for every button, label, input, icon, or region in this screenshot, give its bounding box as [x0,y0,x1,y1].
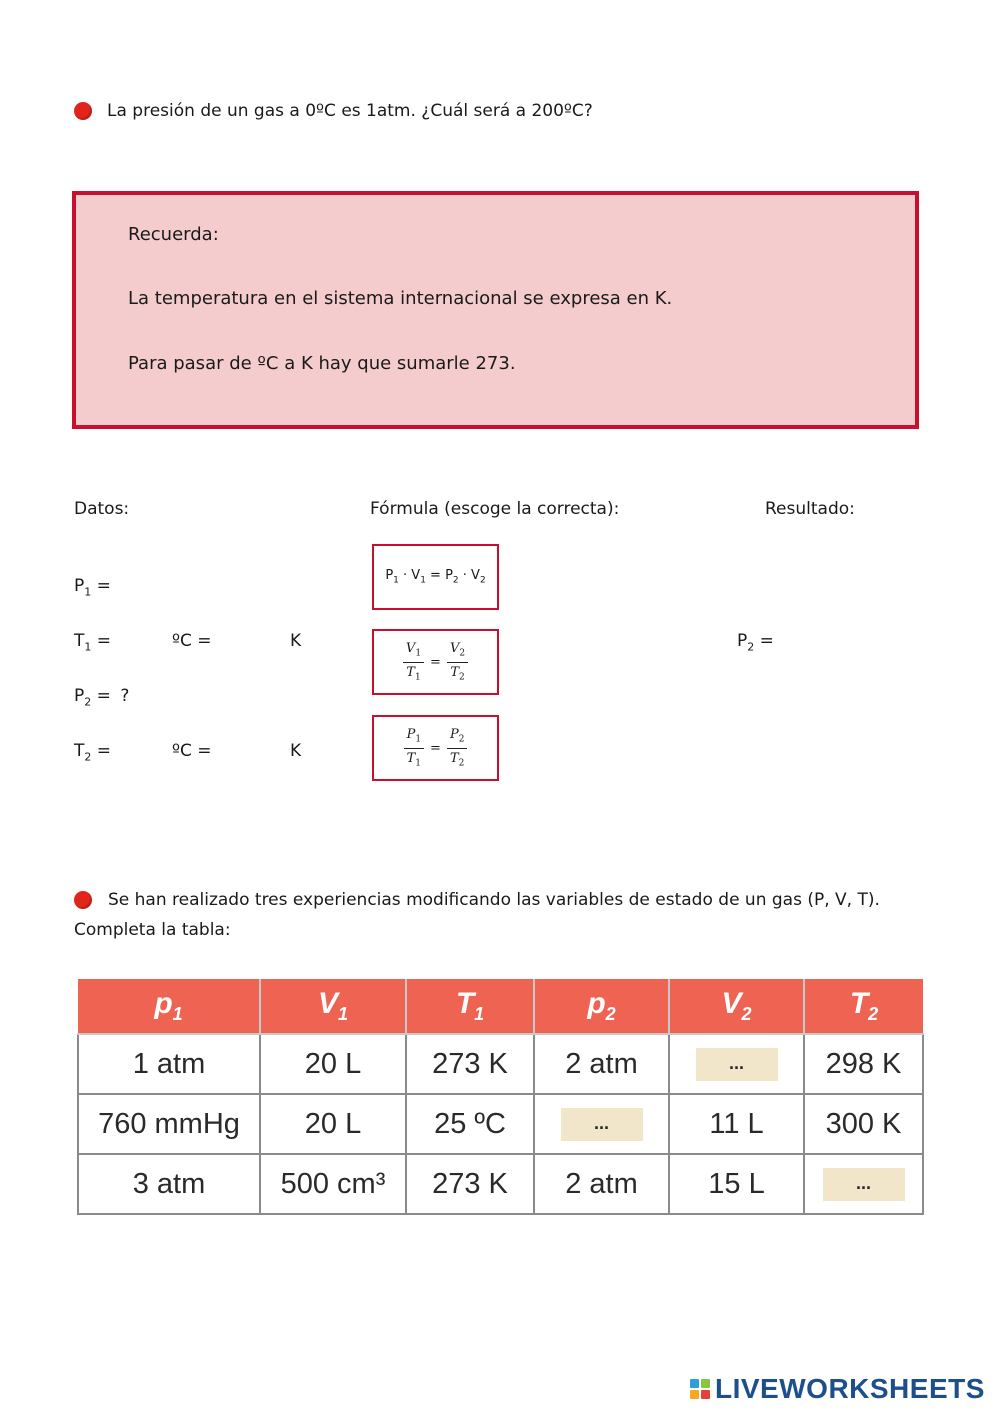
reminder-line-1: La temperatura en el sistema internacional se expresa en K. [128,288,673,309]
answer-blank-p2[interactable]: ... [561,1108,643,1141]
formula-option-boyle[interactable] [372,544,499,610]
table-cell: 20 L [260,1094,406,1154]
table-header-row [78,979,923,1034]
answer-blank-t2[interactable]: ... [823,1168,905,1201]
table-cell: 300 K [804,1094,923,1154]
table-cell-blank [804,1154,923,1214]
table-cell: 15 L [669,1154,804,1214]
p1-data-label: $P_1$ = [74,576,111,599]
red-bullet-icon [74,891,92,909]
liveworksheets-brand-text: LIVEWORKSHEETS [715,1373,985,1404]
charles-left-fraction: $\frac{V_1}{T_1}$ [403,642,424,682]
t2-data-label: $T_2$ = [74,741,112,764]
table-cell-blank [669,1034,804,1094]
red-bullet-icon [74,102,92,120]
question-2-line-1: Se han realizado tres experiencias modificando las variables de estado de un gas (P, V, T). [108,890,880,910]
t1-celsius-label: ºC = [172,631,212,651]
t2-kelvin-label: K [290,741,302,761]
gay-lussac-right-fraction: $\frac{P_2}{T_2}$ [447,728,467,768]
table-cell: 1 atm [78,1034,260,1094]
table-cell: 3 atm [78,1154,260,1214]
table-cell: 273 K [406,1034,534,1094]
header-p1: $p_1$ [78,979,260,1034]
reminder-title: Recuerda: [128,224,219,245]
p2-data-label: $P_2$ = ? [74,686,130,709]
question-2-line-2: Completa la tabla: [74,920,231,940]
t2-celsius-label: ºC = [172,741,212,761]
table-cell-blank [534,1094,669,1154]
table-cell: 25 ºC [406,1094,534,1154]
table-row [78,1154,923,1214]
boyle-formula: $P_1 \cdot V_1 = P_2 \cdot V_2$ [385,568,486,586]
formula-option-gay-lussac[interactable]: $\frac{P_1}{T_1}$ = $\frac{P_2}{T_2}$ [372,715,499,781]
header-p2: $p_2$ [534,979,669,1034]
header-t2: $T_2$ [804,979,923,1034]
result-p2-label: $P_2$ = [737,631,774,654]
charles-right-fraction: $\frac{V_2}{T_2}$ [447,642,468,682]
gay-lussac-left-fraction: $\frac{P_1}{T_1}$ [404,728,424,768]
table-row [78,1094,923,1154]
table-cell: 298 K [804,1034,923,1094]
reminder-box [72,191,919,429]
table-cell: 760 mmHg [78,1094,260,1154]
t1-data-label: $T_1$ = [74,631,112,654]
header-v2: $V_2$ [669,979,804,1034]
table-row [78,1034,923,1094]
table-cell: 11 L [669,1094,804,1154]
question-1-text: La presión de un gas a 0ºC es 1atm. ¿Cuál será a 200ºC? [107,101,593,121]
t1-kelvin-label: K [290,631,302,651]
table-cell: 2 atm [534,1154,669,1214]
table-cell: 2 atm [534,1034,669,1094]
resultado-label: Resultado: [765,499,855,519]
answer-blank-v2[interactable]: ... [696,1048,778,1081]
table-cell: 273 K [406,1154,534,1214]
table-cell: 500 cm³ [260,1154,406,1214]
gas-variables-table [77,979,924,1215]
formula-option-charles[interactable]: $\frac{V_1}{T_1}$ = $\frac{V_2}{T_2}$ [372,629,499,695]
table-cell: 20 L [260,1034,406,1094]
formula-label: Fórmula (escoge la correcta): [370,499,620,519]
header-t1: $T_1$ [406,979,534,1034]
header-v1: $V_1$ [260,979,406,1034]
liveworksheets-logo-icon [690,1379,710,1399]
datos-label: Datos: [74,499,130,519]
liveworksheets-logo [690,1373,985,1405]
reminder-line-2: Para pasar de ºC a K hay que sumarle 273. [128,353,516,374]
